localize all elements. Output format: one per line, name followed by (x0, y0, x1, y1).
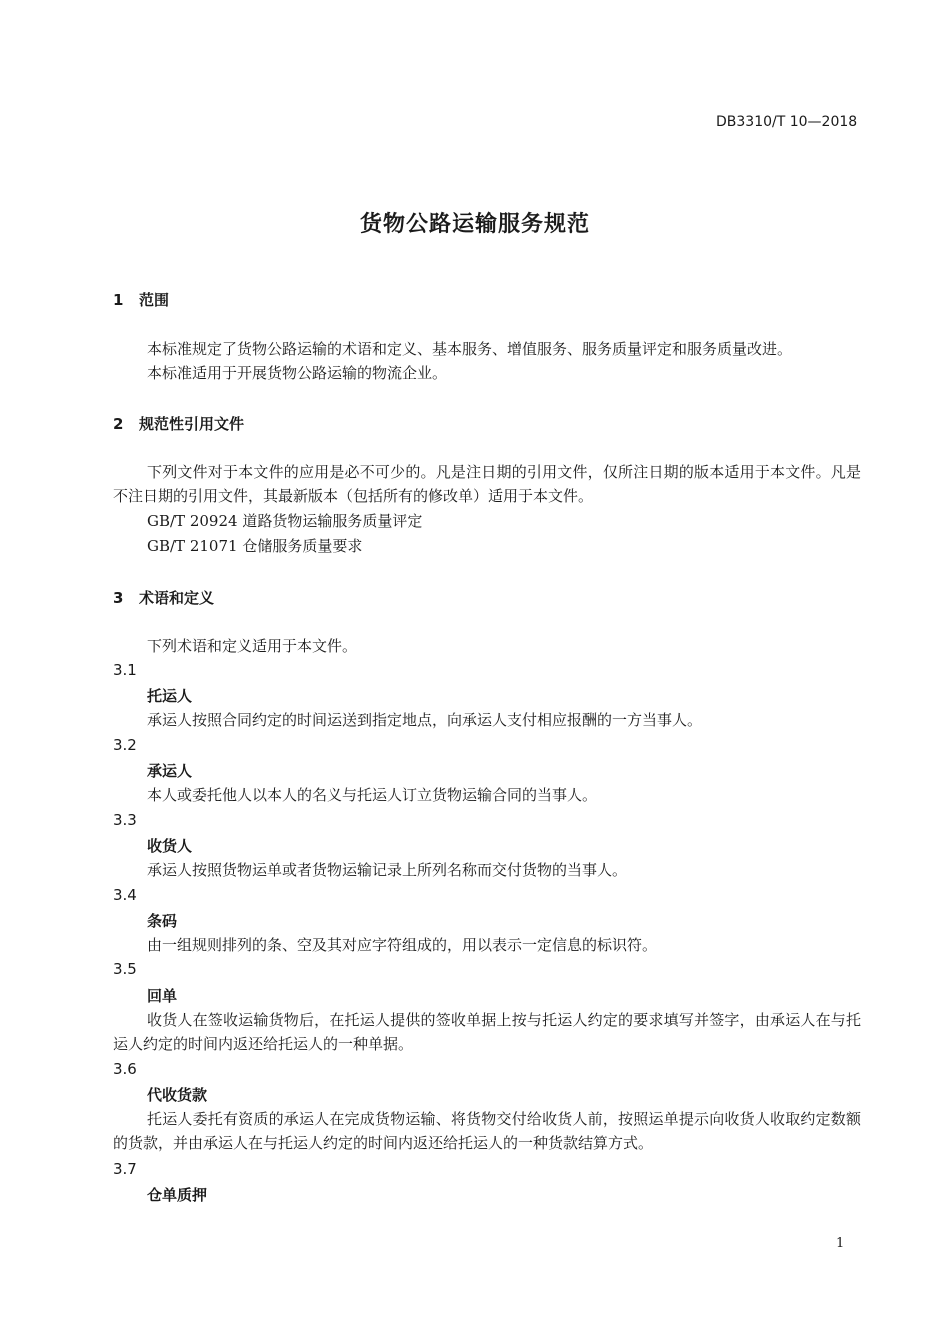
section-number: 2 (113, 415, 124, 433)
section-heading-2 (113, 413, 244, 434)
term-definition: 由一组规则排列的条、空及其对应字符组成的，用以表示一定信息的标识符。 (147, 936, 658, 954)
clause-number: 3.2 (113, 736, 137, 754)
clause-number: 3.5 (113, 960, 137, 978)
section-title: 术语和定义 (139, 589, 215, 607)
term-name: 代收货款 (147, 1086, 208, 1104)
term-name: 仓单质押 (147, 1186, 208, 1204)
term-definition: 托运人委托有资质的承运人在完成货物运输、将货物交付给收货人前，按照运单提示向收货人收取约定数额的货款，并由承运人在与托运人约定的时间内返还给托运人的一种货款结算方式。 (113, 1110, 861, 1152)
paragraph: 本标准适用于开展货物公路运输的物流企业。 (147, 364, 448, 382)
term-name: 收货人 (147, 837, 193, 855)
paragraph: 下列文件对于本文件的应用是必不可少的。凡是注日期的引用文件，仅所注日期的版本适用于本文件。凡是不注日期的引用文件，其最新版本（包括所有的修改单）适用于本文件。 (113, 463, 861, 505)
clause-number: 3.6 (113, 1060, 137, 1078)
term-definition: 承运人按照合同约定的时间运送到指定地点，向承运人支付相应报酬的一方当事人。 (147, 711, 703, 729)
section-heading-1 (113, 289, 169, 310)
clause-number: 3.1 (113, 661, 137, 679)
section-heading-3 (113, 587, 214, 608)
normative-reference: GB/T 20924 道路货物运输服务质量评定 (147, 512, 423, 530)
section-number: 3 (113, 589, 124, 607)
term-definition: 收货人在签收运输货物后，在托运人提供的签收单据上按与托运人约定的要求填写并签字，由承运人在与托运人约定的时间内返还给托运人的一种单据。 (113, 1011, 861, 1053)
term-name: 条码 (147, 912, 178, 930)
section-title: 规范性引用文件 (139, 415, 245, 433)
page-number: 1 (836, 1236, 845, 1251)
clause-number: 3.4 (113, 886, 137, 904)
clause-number: 3.3 (113, 811, 137, 829)
term-name: 承运人 (147, 762, 193, 780)
term-definition: 本人或委托他人以本人的名义与托运人订立货物运输合同的当事人。 (147, 786, 598, 804)
document-number: DB3310/T 10—2018 (716, 114, 858, 130)
paragraph: 下列术语和定义适用于本文件。 (147, 637, 358, 655)
section-number: 1 (113, 291, 124, 309)
paragraph: 本标准规定了货物公路运输的术语和定义、基本服务、增值服务、服务质量评定和服务质量改进。 (147, 340, 793, 358)
clause-number: 3.7 (113, 1160, 137, 1178)
section-title: 范围 (139, 291, 170, 309)
document-title: 货物公路运输服务规范 (359, 212, 590, 237)
term-name: 回单 (147, 987, 178, 1005)
term-definition: 承运人按照货物运单或者货物运输记录上所列名称而交付货物的当事人。 (147, 861, 628, 879)
normative-reference: GB/T 21071 仓储服务质量要求 (147, 537, 363, 555)
term-name: 托运人 (147, 687, 193, 705)
